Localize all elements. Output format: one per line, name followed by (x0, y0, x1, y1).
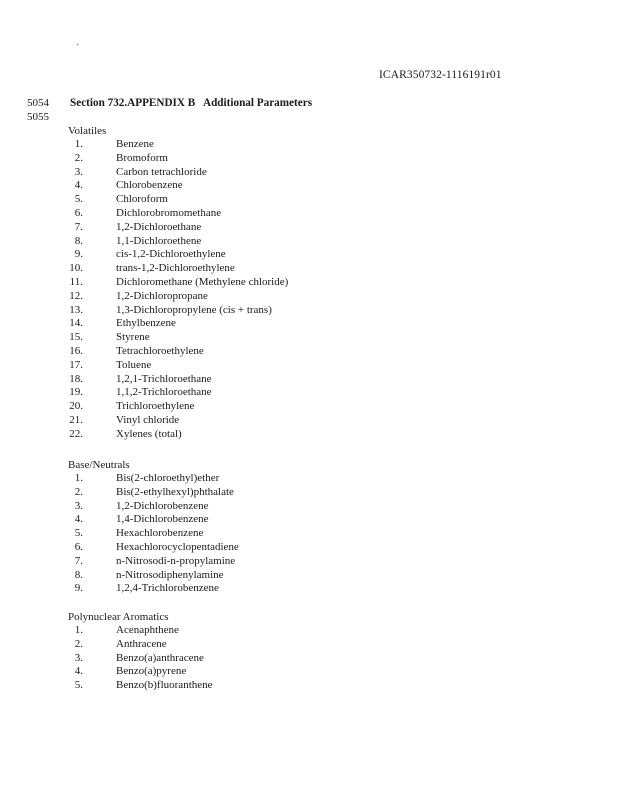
list-item (68, 472, 220, 486)
item-name: Bis(2-ethylhexyl)phthalate (116, 485, 234, 498)
list-item (68, 138, 154, 152)
item-name: 1,4-Dichlorobenzene (116, 513, 209, 526)
item-name: Styrene (116, 331, 150, 344)
item-number: 20. (69, 400, 83, 413)
item-name: Toluene (116, 358, 152, 371)
item-name: Carbon tetrachloride (116, 165, 207, 178)
list-item (68, 582, 219, 596)
item-name: cis-1,2-Dichloroethylene (116, 248, 226, 261)
list-item (68, 275, 289, 290)
item-number: 9. (74, 248, 83, 261)
item-name: 1,3-Dichloropropylene (cis + trans) (116, 303, 272, 316)
list-item (68, 413, 180, 428)
list-item (68, 624, 179, 638)
item-number: 5. (74, 679, 83, 692)
list-item (68, 303, 272, 318)
item-name: Tetrachloroethylene (116, 344, 204, 357)
list-item (68, 651, 204, 666)
list-item (68, 679, 213, 693)
item-name: 1,2,1-Trichloroethane (116, 372, 212, 385)
item-number: 1. (74, 624, 83, 636)
item-name: 1,2-Dichloroethane (116, 220, 202, 233)
group-title: Base/Neutrals (68, 459, 130, 471)
volatiles-group (68, 124, 289, 442)
list-item (68, 151, 168, 166)
list-item (68, 179, 183, 193)
item-name: 1,2,4-Trichlorobenzene (116, 582, 219, 595)
item-name: n-Nitrosodiphenylamine (116, 568, 224, 581)
item-list (68, 138, 289, 442)
item-name: Vinyl chloride (116, 413, 180, 426)
item-name: Ethylbenzene (116, 317, 176, 330)
list-item (68, 386, 212, 400)
item-number: 22. (69, 427, 83, 440)
item-number: 13. (69, 303, 83, 316)
list-item (68, 485, 234, 500)
item-number: 15. (69, 331, 83, 344)
item-number: 12. (69, 289, 83, 302)
item-number: 3. (74, 499, 83, 512)
list-item (68, 638, 169, 652)
item-name: Xylenes (total) (116, 427, 182, 440)
list-item (68, 317, 176, 331)
list-item (68, 427, 182, 442)
item-number: 4. (74, 513, 83, 526)
item-number: 8. (74, 568, 83, 581)
item-number: 2. (74, 151, 83, 164)
item-name: Hexachlorocyclopentadiene (116, 540, 239, 553)
item-number: 18. (69, 372, 83, 385)
line-number: 5055 (27, 111, 49, 123)
item-number: 6. (74, 206, 83, 219)
list-item (68, 554, 236, 569)
item-number: 6. (74, 540, 83, 553)
list-item (68, 400, 195, 414)
item-list (68, 472, 239, 596)
item-number: 7. (74, 554, 83, 567)
item-name: Chloroform (116, 193, 168, 206)
item-number: 7. (74, 220, 83, 233)
item-name: Acenaphthene (116, 624, 179, 636)
list-item (68, 665, 187, 679)
item-number: 3. (74, 651, 83, 664)
list-item (68, 165, 207, 180)
item-number: 21. (69, 413, 83, 426)
item-number: 1. (74, 138, 83, 150)
item-name: Chlorobenzene (116, 179, 183, 192)
group-title: Polynuclear Aromatics (68, 611, 169, 623)
item-name: 1,2-Dichloropropane (116, 289, 208, 302)
item-number: 3. (74, 165, 83, 178)
item-name: Bromoform (116, 151, 168, 164)
item-number: 17. (69, 358, 83, 371)
list-item (68, 499, 209, 514)
item-name: Dichlorobromomethane (116, 206, 222, 219)
item-name: Anthracene (116, 637, 167, 650)
list-item (68, 568, 224, 583)
item-name: 1,2-Dichlorobenzene (116, 499, 209, 512)
item-name: Dichloromethane (Methylene chloride) (116, 275, 289, 288)
list-item (68, 193, 168, 207)
item-name: trans-1,2-Dichloroethylene (116, 262, 235, 275)
group-title: Volatiles (68, 125, 107, 137)
list-item (68, 289, 208, 304)
item-number: 16. (69, 344, 83, 357)
item-number: 2. (74, 637, 83, 650)
list-item (68, 527, 204, 541)
list-item (68, 344, 204, 359)
list-item (68, 358, 152, 373)
line-number: 5054 (27, 97, 49, 109)
item-number: 10. (69, 262, 83, 275)
list-item (68, 513, 209, 527)
item-list (68, 624, 213, 693)
item-name: n-Nitrosodi-n-propylamine (116, 554, 236, 567)
item-name: Bis(2-chloroethyl)ether (116, 472, 220, 484)
item-name: Trichloroethylene (116, 400, 195, 413)
list-item (68, 248, 226, 262)
list-item (68, 234, 202, 249)
item-name: Benzo(a)pyrene (116, 665, 187, 678)
item-name: Benzo(a)anthracene (116, 651, 204, 664)
polynuclear-aromatics-group (68, 610, 213, 693)
item-name: 1,1-Dichloroethene (116, 234, 202, 247)
list-item (68, 262, 235, 276)
item-number: 1. (74, 472, 83, 484)
item-number: 9. (74, 582, 83, 595)
item-name: Hexachlorobenzene (116, 527, 204, 540)
list-item (68, 331, 150, 345)
item-name: Benzo(b)fluoranthene (116, 679, 213, 692)
item-number: 19. (69, 386, 83, 399)
item-number: 4. (74, 179, 83, 192)
list-item (68, 372, 212, 387)
list-item (68, 540, 239, 555)
item-number: 11. (69, 275, 83, 288)
item-name: Benzene (116, 138, 154, 150)
item-name: 1,1,2-Trichloroethane (116, 386, 212, 399)
base-neutrals-group (68, 458, 239, 596)
stray-mark: · (76, 40, 80, 51)
item-number: 5. (74, 527, 83, 540)
list-item (68, 220, 202, 235)
item-number: 2. (74, 485, 83, 498)
document-id: ICAR350732-1116191r01 (379, 69, 502, 81)
list-item (68, 206, 222, 221)
item-number: 14. (69, 317, 83, 330)
section-heading: Section 732.APPENDIX B Additional Parameters (70, 97, 313, 109)
item-number: 4. (74, 665, 83, 678)
item-number: 8. (74, 234, 83, 247)
item-number: 5. (74, 193, 83, 206)
